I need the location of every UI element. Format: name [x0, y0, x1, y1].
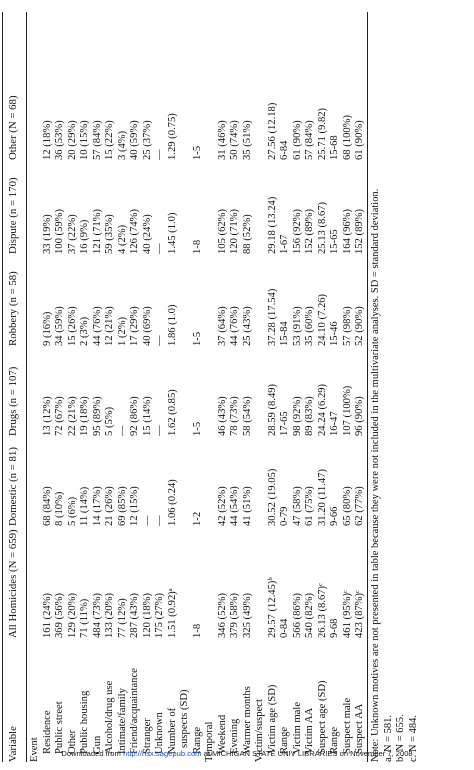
- table-note: a. N = 581.: [382, 714, 394, 762]
- row-label: Warmer months: [241, 686, 253, 754]
- table-cell: 15 (14%): [141, 396, 153, 436]
- table-cell: 41 (51%): [241, 486, 253, 526]
- table-cell: 24.24 (6.29): [316, 383, 328, 436]
- table-body: [27, 12, 367, 762]
- table-cell: 57 (98%): [341, 306, 353, 346]
- table-cell: 40 (59%): [129, 120, 140, 160]
- footer-prefix: Downloaded from: [61, 749, 123, 758]
- table-cell: 15-46: [329, 321, 340, 346]
- table-cell: 53 (91%): [291, 306, 303, 346]
- table-cell: 10 (15%): [79, 120, 90, 160]
- table-note: Note: Unknown motives are not presented in table because they were not included in the multivariate analyses. SD = standard deviation.: [370, 188, 381, 762]
- table-cell: 31.20 (11.47): [316, 469, 328, 526]
- table-row: [179, 12, 192, 762]
- table-cell: 21 (26%): [104, 486, 115, 526]
- table-cell: 3 (4%): [116, 130, 128, 160]
- table-cell: 37 (64%): [216, 306, 228, 346]
- table-cell: 16 (9%): [79, 219, 90, 254]
- table-row: [27, 12, 42, 762]
- table-cell: —: [116, 425, 128, 436]
- table-cell: 17 (29%): [129, 306, 140, 346]
- table-row: [67, 12, 80, 762]
- table-cell: 1-8: [191, 239, 203, 254]
- table-cell: 566 (86%): [291, 592, 303, 638]
- table-cell: 423 (87%)ᶜ: [354, 590, 365, 638]
- table-cell: 44 (54%): [229, 486, 240, 526]
- table-row: [79, 12, 92, 762]
- table-cell: 5 (5%): [104, 406, 115, 436]
- table-cell: —: [154, 515, 165, 526]
- table-cell: 15-84: [279, 321, 290, 346]
- table-row: [329, 12, 342, 762]
- table-cell: 121 (71%): [91, 208, 103, 254]
- table-cell: 68 (84%): [41, 486, 53, 526]
- row-label: Weekend: [216, 714, 228, 754]
- table-cell: 46 (43%): [216, 396, 228, 436]
- table-cell: 540 (82%): [304, 592, 315, 638]
- footer-suffix: at MICHIGAN STATE UNIV LIBRARIES on November 7, 2008: [201, 749, 413, 758]
- table-cell: —: [154, 335, 165, 346]
- row-label: Temporal: [204, 721, 215, 762]
- table-row: [292, 12, 305, 762]
- row-label: Number of: [166, 707, 178, 754]
- table-row: [254, 12, 267, 762]
- row-label: Stranger: [141, 718, 153, 754]
- homicide-table: [0, 12, 368, 762]
- table-header-row: [3, 12, 26, 762]
- row-label: Evening: [229, 718, 240, 754]
- table-cell: 26.13 (8.67)ᶜ: [316, 583, 328, 638]
- table-row: [279, 12, 292, 762]
- table-bottom-rule: [367, 12, 368, 762]
- table-cell: 16-47: [329, 411, 340, 436]
- table-cell: 1.45 (1.0): [166, 212, 178, 254]
- column-header: Drugs (n = 107): [7, 366, 19, 436]
- table-note: c. N = 484.: [407, 714, 419, 762]
- table-cell: 44 (76%): [229, 306, 240, 346]
- table-cell: 379 (58%): [229, 592, 240, 638]
- table-cell: 107 (100%): [341, 385, 353, 436]
- table-cell: 6-84: [279, 140, 290, 160]
- table-row: [167, 12, 180, 762]
- table-row: [229, 12, 242, 762]
- table-cell: 25.13 (8.67): [316, 201, 328, 254]
- table-row: [304, 12, 317, 762]
- table-cell: 71 (11%): [79, 598, 90, 638]
- row-label: Event: [29, 737, 40, 762]
- row-label: Victim AA: [304, 707, 315, 754]
- table-cell: 50 (74%): [229, 120, 240, 160]
- table-cell: 175 (27%): [154, 592, 165, 638]
- table-cell: 0-79: [279, 506, 290, 526]
- table-row: [42, 12, 55, 762]
- table-row: [354, 12, 367, 762]
- table-row: [92, 12, 105, 762]
- footer-link[interactable]: http://hsx.sagepub.com: [122, 749, 202, 758]
- table-cell: 62 (77%): [354, 486, 365, 526]
- table-cell: 42 (52%): [216, 486, 228, 526]
- table-cell: 27.56 (12.18): [266, 102, 278, 160]
- table-cell: 25.71 (9.82): [316, 107, 328, 160]
- table-cell: 0-84: [279, 618, 290, 638]
- table-cell: 2 (3%): [79, 316, 90, 346]
- column-header: Domestic (n = 81): [7, 447, 19, 526]
- table-cell: 1.06 (0.24): [166, 479, 178, 526]
- column-header: Robbery (n = 58): [7, 271, 19, 346]
- table-cell: —: [154, 425, 165, 436]
- table-cell: 120 (18%): [141, 592, 153, 638]
- row-label: Victim male: [291, 701, 303, 754]
- row-label: Suspect AA: [354, 703, 365, 754]
- table-cell: —: [154, 149, 165, 160]
- table-cell: 40 (69%): [141, 306, 153, 346]
- table-cell: 15 (26%): [66, 306, 78, 346]
- table-cell: 4 (2%): [116, 224, 128, 254]
- table-cell: 100 (59%): [54, 208, 65, 254]
- table-cell: 9-68: [329, 618, 340, 638]
- table-cell: 92 (86%): [129, 396, 140, 436]
- table-cell: 12 (21%): [104, 306, 115, 346]
- table-cell: 29.57 (12.45)ᵇ: [266, 577, 278, 638]
- table-cell: 1.62 (0.85): [166, 389, 178, 436]
- table-cell: 14 (17%): [91, 486, 103, 526]
- table-cell: 35 (60%): [304, 306, 315, 346]
- table-cell: 33 (19%): [41, 214, 53, 254]
- table-cell: 40 (24%): [141, 214, 153, 254]
- row-label: suspects (SD): [179, 689, 190, 748]
- table-cell: 161 (24%): [41, 592, 53, 638]
- table-cell: 31 (46%): [216, 120, 228, 160]
- table-cell: 287 (43%): [129, 592, 140, 638]
- table-cell: 96 (90%): [354, 396, 365, 436]
- table-cell: 129 (20%): [66, 592, 78, 638]
- column-header: Variable: [7, 726, 19, 762]
- table-row: [267, 12, 280, 762]
- table-cell: 126 (74%): [129, 208, 140, 254]
- table-cell: 25 (43%): [241, 306, 253, 346]
- table-row: [154, 12, 167, 762]
- table-cell: 89 (83%): [304, 396, 315, 436]
- table-cell: 17-65: [279, 411, 290, 436]
- table-cell: —: [154, 243, 165, 254]
- table-cell: 61 (90%): [354, 120, 365, 160]
- table-cell: 1-67: [279, 234, 290, 254]
- table-cell: 35 (51%): [241, 120, 253, 160]
- table-cell: 24.10 (7.26): [316, 293, 328, 346]
- table-cell: 72 (67%): [54, 396, 65, 436]
- row-label: Gun: [91, 735, 103, 754]
- table-cell: 1-5: [191, 145, 203, 160]
- table-cell: 29.18 (13.24): [266, 196, 278, 254]
- table-cell: 22 (21%): [66, 396, 78, 436]
- column-header: All Homicides (N = 659): [7, 529, 19, 638]
- column-header: Other (N = 68): [7, 95, 19, 160]
- table-cell: 133 (20%): [104, 592, 115, 638]
- table-cell: 68 (100%): [341, 114, 353, 160]
- table-cell: 12 (15%): [129, 486, 140, 526]
- table-row: [317, 12, 330, 762]
- table-cell: 369 (56%): [54, 592, 65, 638]
- table-row: [104, 12, 117, 762]
- table-cell: 57 (84%): [91, 120, 103, 160]
- table-row: [117, 12, 130, 762]
- table-cell: 95 (89%): [91, 396, 103, 436]
- table-cell: 78 (73%): [229, 396, 240, 436]
- row-label: Unknown: [154, 712, 165, 754]
- table-cell: 37 (22%): [66, 214, 78, 254]
- table-cell: 61 (90%): [291, 120, 303, 160]
- table-row: [129, 12, 142, 762]
- table-cell: 57 (84%): [304, 120, 315, 160]
- table-cell: 346 (52%): [216, 592, 228, 638]
- table-cell: 69 (85%): [116, 486, 128, 526]
- table-cell: 12 (18%): [41, 120, 53, 160]
- table-cell: 8 (10%): [54, 491, 65, 526]
- row-label: Suspect age (SD): [316, 680, 328, 754]
- table-cell: 105 (62%): [216, 208, 228, 254]
- table-cell: 1-8: [191, 623, 203, 638]
- table-cell: 1-2: [191, 511, 203, 526]
- table-cell: 13 (12%): [41, 396, 53, 436]
- row-label: Victim/suspect: [254, 699, 265, 762]
- table-cell: 44 (76%): [91, 306, 103, 346]
- table-note: b. N = 655.: [395, 714, 406, 762]
- table-cell: 77 (12%): [116, 598, 128, 638]
- table-cell: 15-68: [329, 135, 340, 160]
- table-row: [342, 12, 355, 762]
- table-cell: 11 (14%): [79, 486, 90, 526]
- table-cell: 484 (73%): [91, 592, 103, 638]
- table-row: [54, 12, 67, 762]
- table-row: [217, 12, 230, 762]
- table-row: [142, 12, 155, 762]
- row-label: Friend/acquaintance: [129, 668, 140, 754]
- table-cell: 120 (71%): [229, 208, 240, 254]
- row-label: Range: [329, 726, 340, 754]
- row-label: Residence: [41, 710, 53, 754]
- table-cell: 5 (6%): [66, 496, 78, 526]
- table-cell: 152 (89%): [304, 208, 315, 254]
- column-header: Dispute (n = 170): [7, 177, 19, 254]
- row-label: Alcohol/drug use: [104, 680, 115, 754]
- table-notes: [370, 22, 420, 762]
- table-cell: 58 (54%): [241, 396, 253, 436]
- table-cell: 1.51 (0.92)ᵃ: [166, 588, 178, 638]
- table-row: [242, 12, 255, 762]
- table-cell: 1.29 (0.75): [166, 113, 178, 160]
- table-cell: 9 (16%): [41, 311, 53, 346]
- table-cell: 164 (96%): [341, 208, 353, 254]
- row-label: Victim age (SD): [266, 684, 278, 754]
- table-row: [192, 12, 205, 762]
- row-label: Public housing: [79, 690, 90, 754]
- table-cell: 156 (92%): [291, 208, 303, 254]
- row-label: Range: [191, 726, 203, 754]
- row-label: Other: [66, 729, 78, 754]
- table-cell: 65 (80%): [341, 486, 353, 526]
- row-label: Range: [279, 726, 290, 754]
- table-cell: 15 (22%): [104, 120, 115, 160]
- table-cell: 37.28 (17.54): [266, 288, 278, 346]
- table-cell: 98 (92%): [291, 396, 303, 436]
- table-cell: 36 (53%): [54, 120, 65, 160]
- table-cell: 19 (18%): [79, 396, 90, 436]
- table-cell: 15-65: [329, 229, 340, 254]
- table-cell: 61 (75%): [304, 486, 315, 526]
- table-cell: 28.59 (8.49): [266, 383, 278, 436]
- table-cell: 34 (59%): [54, 306, 65, 346]
- table-cell: 47 (58%): [291, 486, 303, 526]
- table-cell: 1-5: [191, 421, 203, 436]
- table-cell: 1-5: [191, 331, 203, 346]
- table-cell: 30.52 (19.05): [266, 468, 278, 526]
- table-cell: 9-66: [329, 506, 340, 526]
- row-label: Intimate/family: [116, 688, 128, 754]
- row-label: Public street: [54, 701, 65, 754]
- table-cell: 461 (95%)ᶜ: [341, 590, 353, 638]
- table-cell: 152 (89%): [354, 208, 365, 254]
- row-label: Suspect male: [341, 697, 353, 754]
- table-cell: 52 (90%): [354, 306, 365, 346]
- table-cell: 59 (35%): [104, 214, 115, 254]
- table-cell: 88 (52%): [241, 214, 253, 254]
- table-cell: 25 (37%): [141, 120, 153, 160]
- download-footer: [0, 749, 474, 758]
- table-row: [204, 12, 217, 762]
- table-cell: 325 (49%): [241, 592, 253, 638]
- table-cell: 20 (29%): [66, 120, 78, 160]
- table-cell: 1 (2%): [116, 316, 128, 346]
- table-cell: 1.86 (1.0): [166, 304, 178, 346]
- table-cell: —: [141, 515, 153, 526]
